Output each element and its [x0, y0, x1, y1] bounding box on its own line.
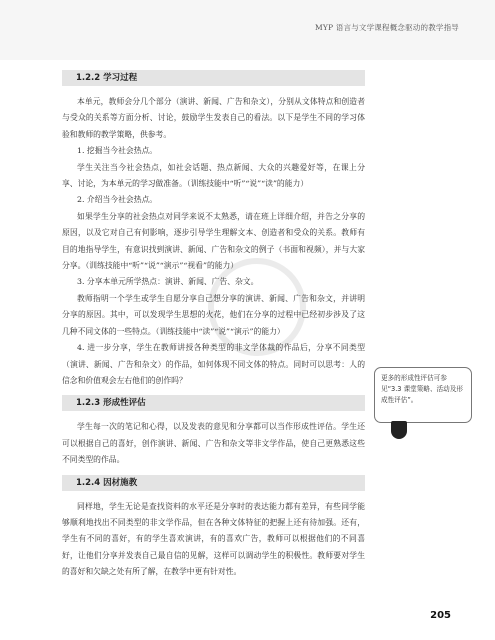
list-item: 1. 挖掘当今社会热点。 [77, 146, 158, 156]
main-content [62, 70, 365, 581]
section-heading: 1.2.3 形成性评估 [62, 395, 365, 411]
paragraph: 同样地，学生无论是查找资料的水平还是分享时的表达能力都有差异，有些同学能够顺利地找出不同类型的非文学作品，但在各种文体特征的把握上还有待加强。还有，学生有不同的喜好，有的学生喜欢演讲，有的喜欢广告，教师可以根据他们的不同喜好，让他们分享并发表自己最自信的见解，这样可以调动学生的积极性。教师要对学生的喜好和欠缺之处有所了解，在教学中更有针对性。 [62, 501, 365, 577]
section-heading: 1.2.4 因材施教 [62, 475, 365, 491]
page-number: 205 [430, 610, 451, 621]
paragraph: 学生每一次的笔记和心得，以及发表的意见和分享都可以当作形成性评估。学生还可以根据自己的喜好，创作演讲、新闻、广告和杂文等非文学作品，使自己更熟悉这些不同类型的作品。 [62, 422, 365, 465]
paragraph: 4. 进一步分享，学生在教师讲授各种类型的非文学体裁的作品后，分享不同类型（演讲、新闻、广告和杂文）的作品，如何体现不同文体的特点。同时可以思考：人的信念和价值观会左右他们的创作吗？ [62, 343, 365, 385]
list-item: 3. 分享本单元所学热点：演讲、新闻、广告、杂文。 [77, 277, 259, 287]
paragraph: 本单元，教师会分几个部分（演讲、新闻、广告和杂文），分别从文体特点和创造者与受众的关系等方面分析、讨论，鼓励学生发表自己的看法。以下是学生不同的学习体验和教师的教学策略，供参考。 [62, 97, 365, 139]
note-marker-icon [391, 421, 407, 439]
paragraph: 教师指明一个学生或学生自愿分享自己想分享的演讲、新闻、广告和杂文，并讲明分享的原因。其中，可以发现学生思想的火花，他们在分享的过程中已经初步涉及了这几种不同文体的一些特点。（训练技能中“读”“说”“演示”的能力） [62, 293, 365, 336]
page-header [0, 0, 495, 60]
margin-note: 更多的形成性评估可参见“3.3 课堂策略、活动及形成性评估”。 [374, 367, 472, 423]
paragraph: 学生关注当今社会热点，如社会话题、热点新闻、大众的兴趣爱好等，在课上分享、讨论，为本单元的学习做准备。（训练技能中“听”“说”“读”的能力） [62, 162, 365, 189]
list-item: 2. 介绍当今社会热点。 [77, 195, 158, 205]
paragraph: 如果学生分享的社会热点对同学来说不太熟悉，请在班上详细介绍，并告之分享的原因，以及它对自己有何影响，逐步引导学生理解文本、创造者和受众的关系。教师有目的地指导学生，有意识找到演讲、新闻、广告和杂文的例子（书面和视频），并与大家分享。（训练技能中“听”“说”“演示”“视看”的能力） [62, 211, 365, 271]
section-heading: 1.2.2 学习过程 [62, 70, 365, 86]
running-title: MYP 语言与文学课程概念驱动的教学指导 [314, 23, 459, 32]
